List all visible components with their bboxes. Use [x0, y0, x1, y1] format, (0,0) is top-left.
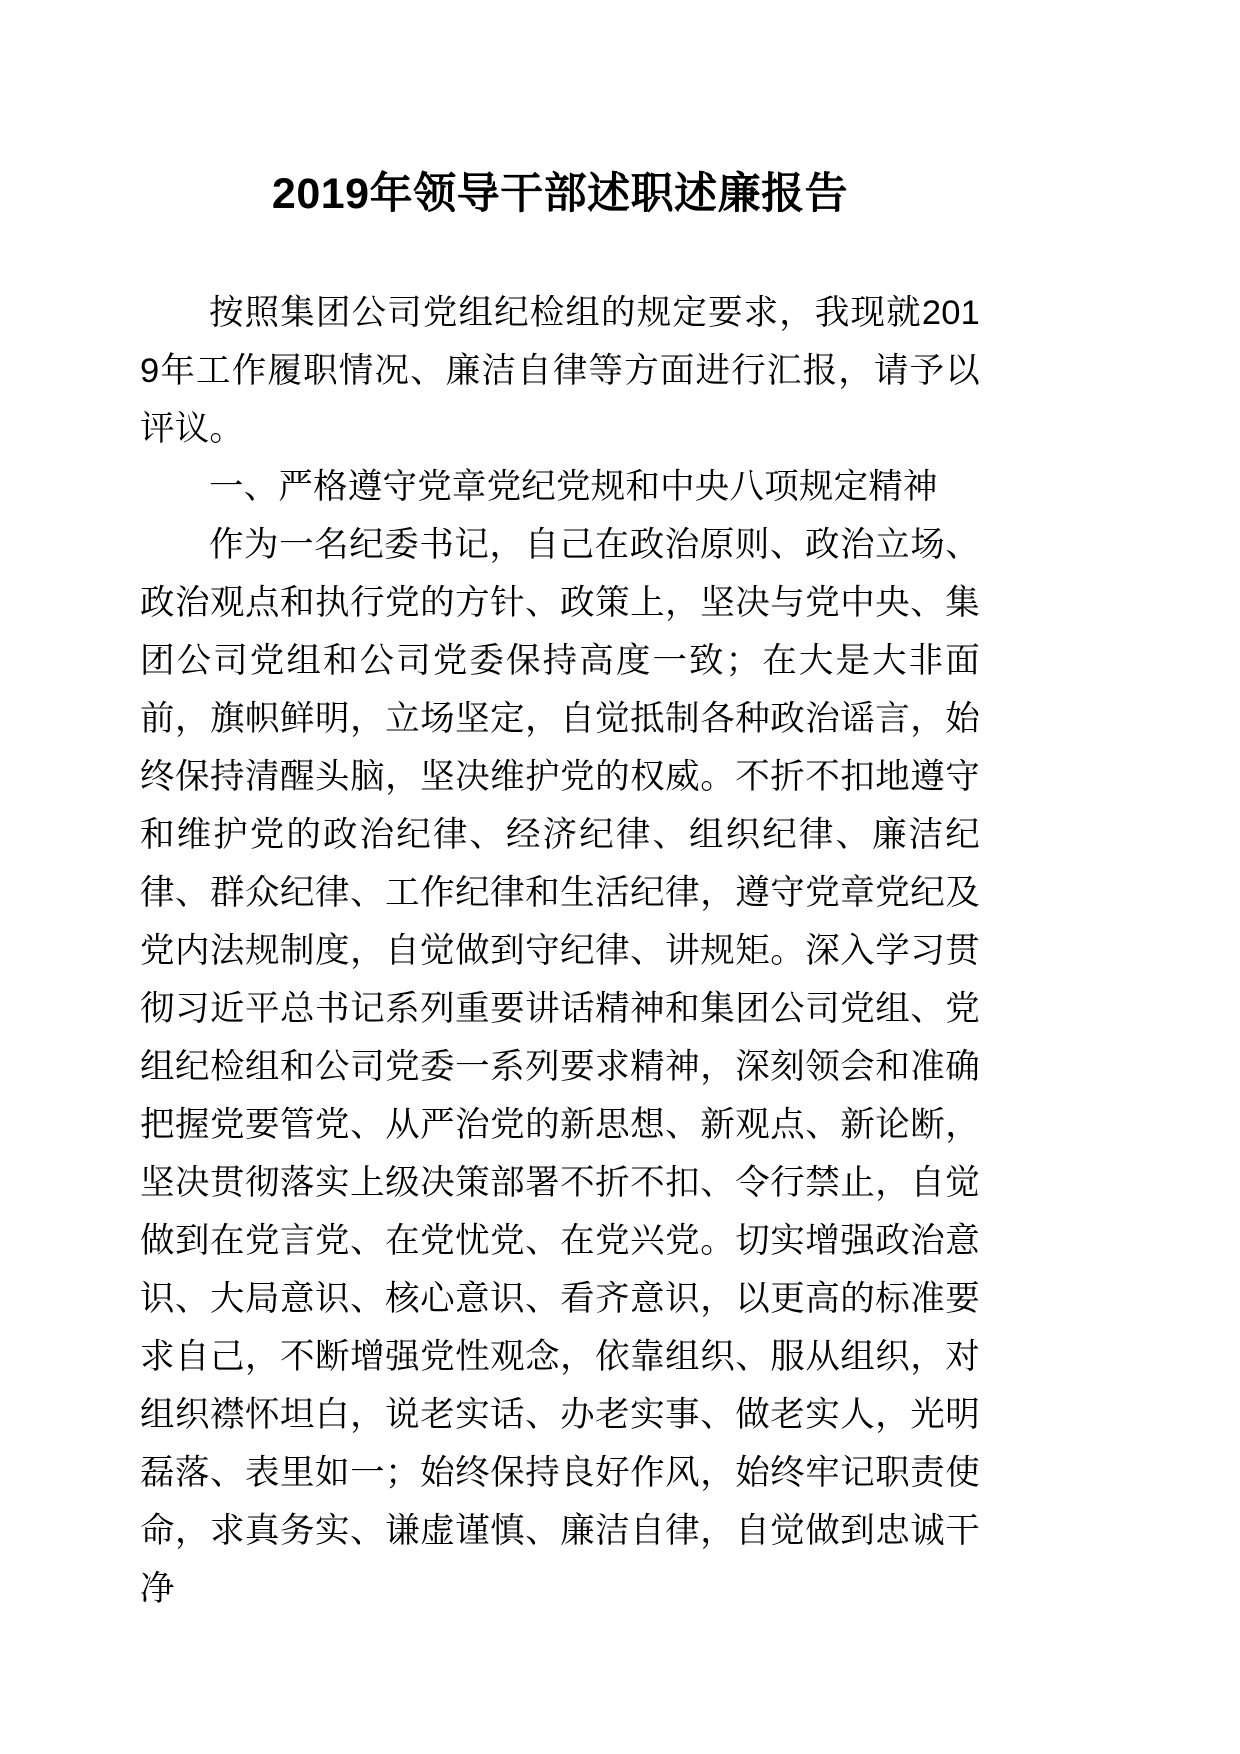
intro-paragraph: 按照集团公司党组纪检组的规定要求，我现就2019年工作履职情况、廉洁自律等方面进行汇报，请予以评议。 [140, 293, 980, 448]
section-heading-one: 一、严格遵守党章党纪党规和中央八项规定精神 [209, 467, 938, 506]
document-content-column [140, 0, 980, 1618]
section-one-body-paragraph: 作为一名纪委书记，自己在政治原则、政治立场、政治观点和执行党的方针、政策上，坚决与党中央、集团公司党组和公司党委保持高度一致；在大是大非面前，旗帜鲜明，立场坚定，自觉抵制各种政治谣言，始终保持清醒头脑，坚决维护党的权威。不折不扣地遵守和维护党的政治纪律、经济纪律、组织纪律、廉洁纪律、群众纪律、工作纪律和生活纪律，遵守党章党纪及党内法规制度，自觉做到守纪律、讲规矩。深入学习贯彻习近平总书记系列重要讲话精神和集团公司党组、党组纪检组和公司党委一系列要求精神，深刻领会和准确把握党要管党、从严治党的新思想、新观点、新论断，坚决贯彻落实上级决策部署不折不扣、令行禁止，自觉做到在党言党、在党忧党、在党兴党。切实增强政治意识、大局意识、核心意识、看齐意识，以更高的标准要求自己，不断增强党性观念，依靠组织、服从组织，对组织襟怀坦白，说老实话、办老实事、做老实人，光明磊落、表里如一；始终保持良好作风，始终牢记职责使命，求真务实、谦虚谨慎、廉洁自律，自觉做到忠诚干净 [140, 525, 980, 1608]
page-title: 2019年领导干部述职述廉报告 [271, 170, 849, 218]
